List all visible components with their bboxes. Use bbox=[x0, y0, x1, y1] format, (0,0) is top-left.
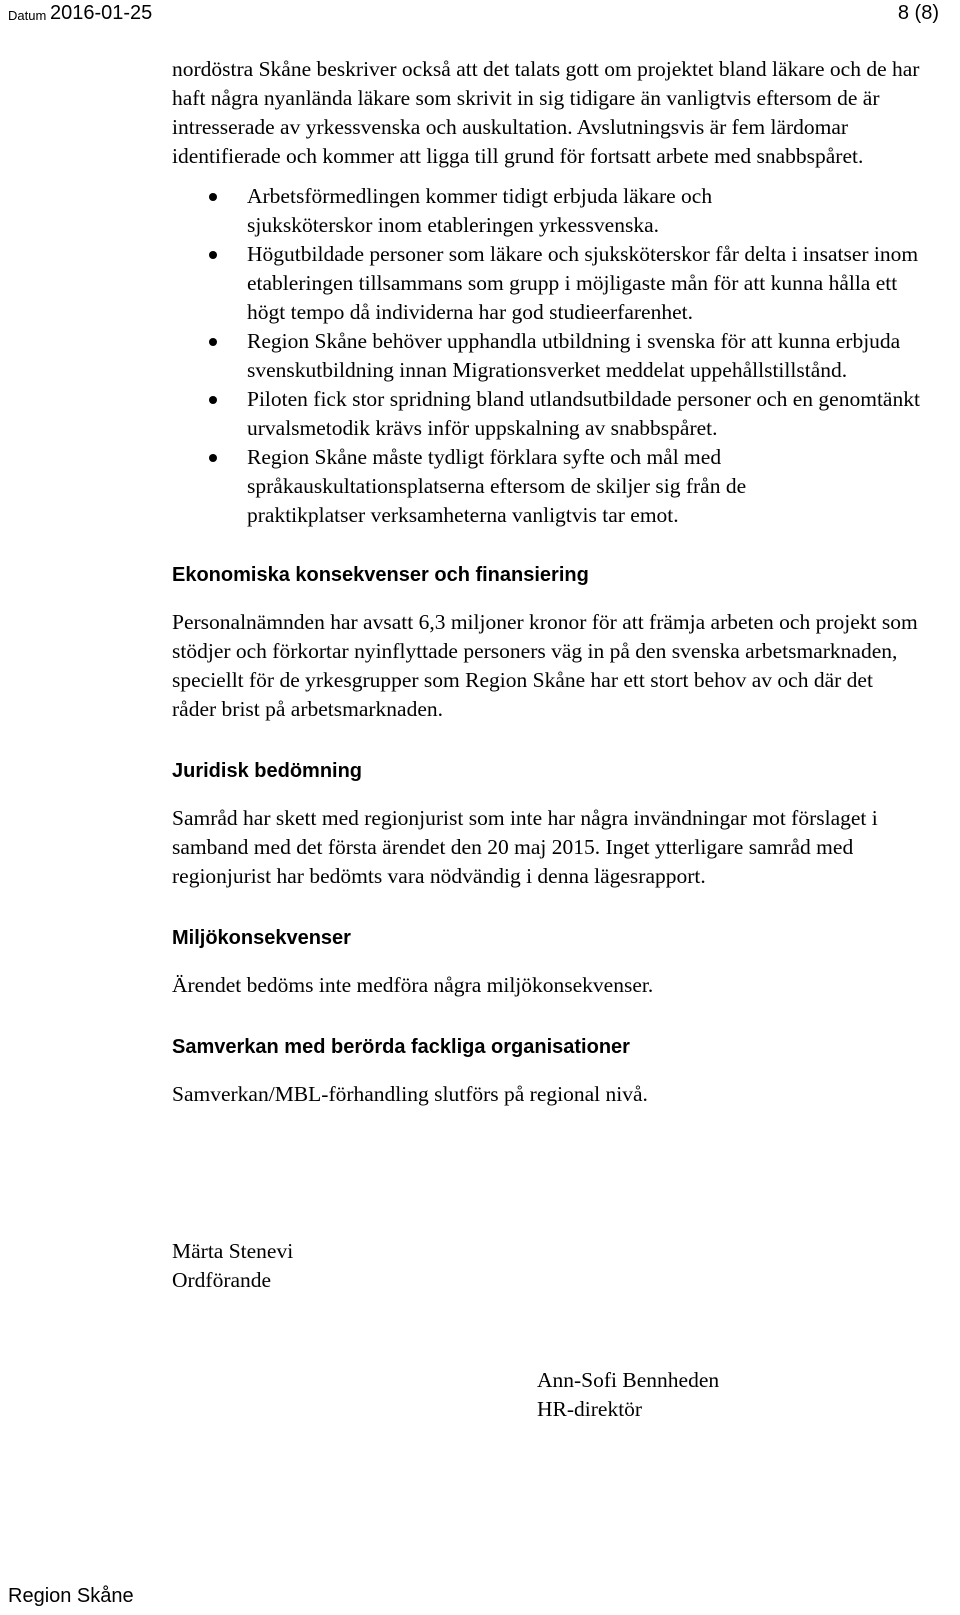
section-heading-unions: Samverkan med berörda fackliga organisationer bbox=[172, 1036, 630, 1058]
footer-organization: Region Skåne bbox=[8, 1585, 134, 1607]
intro-paragraph: nordöstra Skåne beskriver också att det talats gott om projektet bland läkare och de har haft några nyanlända läkare som skrivit in sig tidigare än vanligtvis eftersom de är intresserade av yrkessvenska och auskultation. Avslutningsvis är fem lärdomar identifierade och kommer att ligga till grund för fortsatt arbete med snabbspåret. bbox=[172, 57, 920, 168]
bullet-icon bbox=[209, 396, 217, 404]
signatory-name: Ann-Sofi Bennheden bbox=[537, 1368, 720, 1392]
list-item-text: Piloten fick stor spridning bland utlandsutbildade personer och en genomtänkt urvalsmetodik krävs inför uppskalning av snabbspåret. bbox=[247, 387, 920, 440]
section-body-environment: Ärendet bedöms inte medföra några miljökonsekvenser. bbox=[172, 973, 654, 997]
list-item-text: Region Skåne behöver upphandla utbildning i svenska för att kunna erbjuda svenskutbildning innan Migrationsverket meddelat uppehållstillstånd. bbox=[247, 329, 901, 382]
page-number: 8 (8) bbox=[897, 2, 939, 24]
list-item bbox=[172, 385, 932, 443]
section-heading-economy: Ekonomiska konsekvenser och finansiering bbox=[172, 564, 589, 586]
bullet-icon bbox=[209, 454, 217, 462]
bullet-icon bbox=[209, 338, 217, 346]
lessons-list bbox=[172, 182, 932, 530]
bullet-icon bbox=[209, 251, 217, 259]
list-item bbox=[172, 443, 932, 530]
date-label: Datum bbox=[8, 8, 47, 23]
bullet-icon bbox=[209, 193, 217, 201]
document-date: 2016-01-25 bbox=[50, 2, 153, 24]
section-heading-environment: Miljökonsekvenser bbox=[172, 927, 351, 949]
list-item-text: Arbetsförmedlingen kommer tidigt erbjuda läkare och sjuksköterskor inom etableringen yrkessvenska. bbox=[247, 184, 713, 237]
list-item bbox=[172, 240, 932, 327]
section-body-legal: Samråd har skett med regionjurist som inte har några invändningar mot förslaget i samband med det första ärendet den 20 maj 2015. Inget ytterligare samråd med regionjurist har bedömts vara nödvändig i denna lägesrapport. bbox=[172, 806, 878, 888]
signature-second bbox=[537, 1366, 719, 1424]
section-body-unions: Samverkan/MBL-förhandling slutförs på regional nivå. bbox=[172, 1082, 648, 1106]
signature-first bbox=[172, 1237, 293, 1295]
section-heading-legal: Juridisk bedömning bbox=[172, 760, 363, 782]
list-item-text: Högutbildade personer som läkare och sjuksköterskor får delta i insatser inom etableringen tillsammans som grupp i möjligaste mån för att kunna hålla ett högt tempo då individerna har god studieerfarenhet. bbox=[247, 242, 919, 324]
document-body bbox=[172, 55, 932, 1109]
signatory-name: Märta Stenevi bbox=[172, 1239, 294, 1263]
section-body-economy: Personalnämnden har avsatt 6,3 miljoner kronor för att främja arbeten och projekt som stödjer och förkortar nyinflyttade personers väg in på den svenska arbetsmarknaden, speciellt för de yrkesgrupper som Region Skåne har ett stort behov av och där det råder brist på arbetsmarknaden. bbox=[172, 610, 918, 721]
signatory-title: HR-direktör bbox=[537, 1397, 643, 1421]
list-item bbox=[172, 182, 932, 240]
list-item bbox=[172, 327, 932, 385]
signatory-title: Ordförande bbox=[172, 1268, 272, 1292]
list-item-text: Region Skåne måste tydligt förklara syfte och mål med språkauskultationsplatserna eftersom de skiljer sig från de praktikplatser verksamheterna vanligtvis tar emot. bbox=[247, 445, 747, 527]
